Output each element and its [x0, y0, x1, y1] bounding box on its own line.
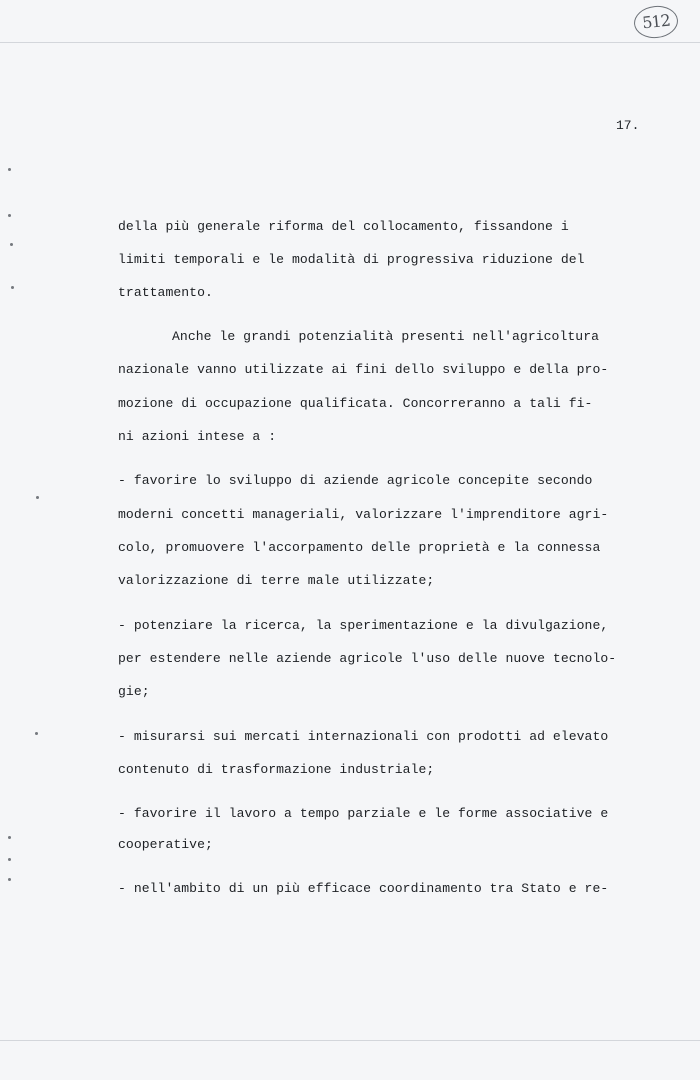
margin-dot: [8, 878, 11, 881]
body-line: per estendere nelle aziende agricole l'uso delle nuove tecnolo-: [118, 651, 617, 666]
top-scan-line: [0, 42, 700, 43]
body-line: valorizzazione di terre male utilizzate;: [118, 573, 435, 588]
body-line: - misurarsi sui mercati internazionali con prodotti ad elevato: [118, 729, 609, 744]
margin-dot: [8, 214, 11, 217]
body-line: cooperative;: [118, 837, 213, 852]
body-line: contenuto di trasformazione industriale;: [118, 762, 435, 777]
margin-dot: [36, 496, 39, 499]
margin-dot: [11, 286, 14, 289]
body-line: - nell'ambito di un più efficace coordinamento tra Stato e re-: [118, 881, 609, 896]
page-number: 17.: [616, 118, 640, 133]
page-stamp: 512: [632, 4, 679, 40]
body-line: - potenziare la ricerca, la sperimentazione e la divulgazione,: [118, 618, 609, 633]
margin-dot: [8, 858, 11, 861]
body-line: ni azioni intese a :: [118, 429, 277, 444]
margin-dot: [35, 732, 38, 735]
body-line: colo, promuovere l'accorpamento delle proprietà e la connessa: [118, 540, 601, 555]
body-line: moderni concetti manageriali, valorizzare l'imprenditore agri-: [118, 507, 609, 522]
body-line: trattamento.: [118, 285, 213, 300]
margin-dot: [8, 168, 11, 171]
bottom-scan-line: [0, 1040, 700, 1041]
body-line: della più generale riforma del collocamento, fissandone i: [118, 219, 569, 234]
body-line: Anche le grandi potenzialità presenti nell'agricoltura: [172, 329, 600, 344]
body-line: gie;: [118, 684, 150, 699]
margin-dot: [8, 836, 11, 839]
body-line: limiti temporali e le modalità di progressiva riduzione del: [118, 252, 585, 267]
body-line: - favorire il lavoro a tempo parziale e le forme associative e: [118, 806, 609, 821]
body-line: - favorire lo sviluppo di aziende agricole concepite secondo: [118, 473, 593, 488]
margin-dot: [10, 243, 13, 246]
body-line: nazionale vanno utilizzate ai fini dello sviluppo e della pro-: [118, 362, 609, 377]
body-line: mozione di occupazione qualificata. Concorreranno a tali fi-: [118, 396, 593, 411]
